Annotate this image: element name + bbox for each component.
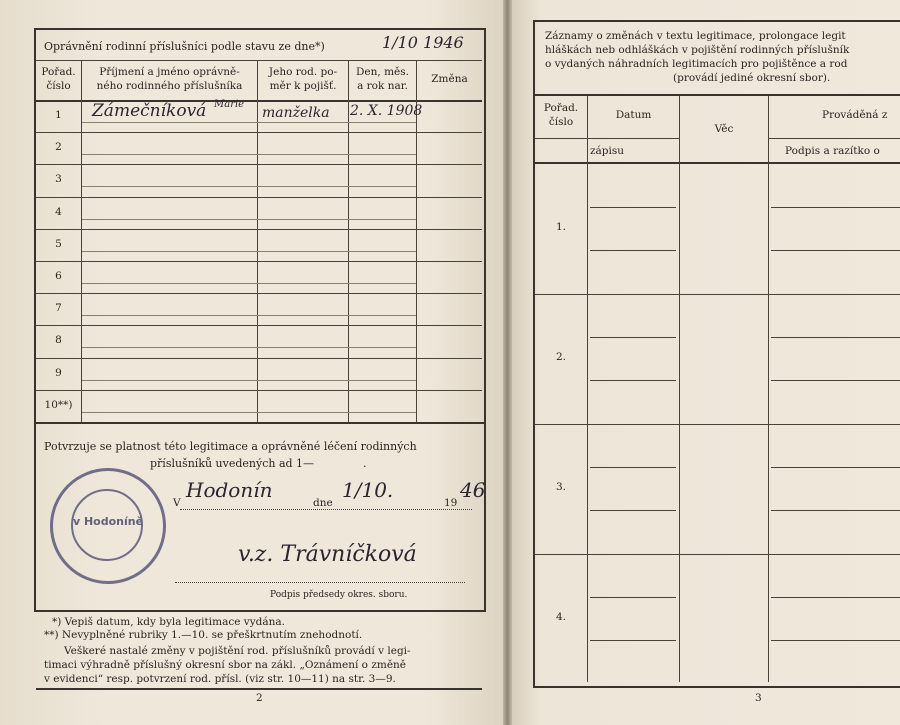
col-header-relation-2: měr k pojišť. xyxy=(269,80,337,92)
date-subline xyxy=(590,250,676,251)
row-subline xyxy=(82,380,416,381)
year-handwritten: 46 xyxy=(460,478,486,502)
page-number-right: 3 xyxy=(755,692,762,704)
row-number: 2 xyxy=(55,141,62,154)
member-birthdate: 2. X. 1908 xyxy=(350,103,423,119)
row-divider xyxy=(36,132,482,133)
signature-line xyxy=(175,582,465,583)
member-relation: manželka xyxy=(262,105,330,121)
row-divider xyxy=(535,424,900,425)
col-header-relation-1: Jeho rod. po- xyxy=(268,66,338,78)
signature-handwritten: v.z. Trávníčková xyxy=(238,542,417,567)
row-divider xyxy=(36,293,482,294)
row-subline xyxy=(82,412,416,413)
page-number-left: 2 xyxy=(256,692,263,704)
right-col-matter: Věc xyxy=(714,123,734,135)
col-header-number-2: číslo xyxy=(46,80,71,92)
confirmation-line-2: příslušníků uvedených ad 1— xyxy=(150,457,315,470)
place-handwritten: Hodonín xyxy=(186,478,273,502)
row-number: 7 xyxy=(55,302,62,315)
row-divider xyxy=(36,390,482,391)
footer-rule xyxy=(36,688,482,690)
col-header-number-1: Pořad. xyxy=(41,66,76,78)
row-number: 10**) xyxy=(44,398,73,411)
row-divider xyxy=(36,229,482,230)
col-line xyxy=(348,60,349,422)
footnote-2: **) Nevyplněné rubriky 1.—10. se přeškrtnutím znehodnotí. xyxy=(44,629,363,641)
row-divider xyxy=(36,164,482,165)
signature-subline xyxy=(771,467,900,468)
row-number: 2. xyxy=(555,351,567,363)
footnote-4: timaci výhradně příslušný okresní sbor na zákl. „Oznámení o změně xyxy=(44,659,407,671)
place-prefix: V xyxy=(173,497,181,509)
right-header-3: o vydaných náhradních legitimacích pro pojištěnce a rod xyxy=(545,58,848,70)
divider xyxy=(535,94,900,96)
row-subline xyxy=(82,186,416,187)
confirmation-line-2-end: . xyxy=(363,457,367,470)
row-number: 5 xyxy=(55,237,62,250)
office-stamp xyxy=(50,468,166,584)
date-label: dne xyxy=(313,497,333,509)
divider xyxy=(535,162,900,164)
date-subline xyxy=(590,510,676,511)
divider xyxy=(535,138,680,139)
row-divider xyxy=(36,197,482,198)
year-prefix: 19 xyxy=(444,497,458,509)
col-line xyxy=(81,60,82,422)
right-col-date-sub: zápisu xyxy=(589,145,625,157)
row-divider xyxy=(535,294,900,295)
right-col-date: Datum xyxy=(615,109,652,121)
right-header-4: (provádí jediné okresní sbor). xyxy=(673,72,831,84)
row-subline xyxy=(82,219,416,220)
row-number: 1. xyxy=(555,221,567,233)
col-line xyxy=(679,96,680,682)
col-line xyxy=(587,96,588,682)
row-number: 8 xyxy=(55,334,62,347)
row-subline xyxy=(82,251,416,252)
place-date-line xyxy=(180,509,472,510)
footnote-5: v evidenci“ resp. potvrzení rod. přísl. (viz str. 10—11) na str. 3—9. xyxy=(44,673,396,685)
right-col-number-2: číslo xyxy=(548,116,574,128)
date-subline xyxy=(590,337,676,338)
signature-subline xyxy=(771,640,900,641)
right-header-1: Záznamy o změnách v textu legitimace, prolongace legit xyxy=(545,30,846,42)
row-number: 3. xyxy=(555,481,567,493)
row-number: 4 xyxy=(55,205,62,218)
row-divider xyxy=(36,325,482,326)
row-divider xyxy=(36,358,482,359)
col-header-change: Změna xyxy=(431,73,468,85)
date-subline xyxy=(590,380,676,381)
date-subline xyxy=(590,207,676,208)
signature-subline xyxy=(771,250,900,251)
signature-subline xyxy=(771,207,900,208)
confirmation-line-1: Potvrzuje se platnost této legitimace a oprávněné léčení rodinných xyxy=(44,440,417,453)
divider xyxy=(769,138,900,139)
date-subline xyxy=(590,467,676,468)
row-number: 4. xyxy=(555,611,567,623)
row-number: 1 xyxy=(55,109,62,121)
row-divider xyxy=(36,261,482,262)
right-header-2: hláškách neb odhláškách v pojištění rodinných příslušník xyxy=(545,44,850,56)
col-header-birth-1: Den, měs. xyxy=(356,66,409,78)
signature-subline xyxy=(771,597,900,598)
signature-subline xyxy=(771,380,900,381)
book-gutter xyxy=(503,0,512,725)
row-subline xyxy=(82,283,416,284)
member-first-name: Marie xyxy=(214,99,245,110)
row-number: 9 xyxy=(55,366,62,379)
table-header-title: Oprávnění rodinní příslušníci podle stavu ze dne*) xyxy=(44,40,325,53)
row-number: 6 xyxy=(55,270,62,282)
row-number: 3 xyxy=(55,173,62,186)
member-name: Zámečníková xyxy=(92,101,207,121)
col-header-birth-2: a rok nar. xyxy=(357,80,408,92)
col-line xyxy=(257,60,258,422)
signature-subline xyxy=(771,510,900,511)
signature-label: Podpis předsedy okres. sboru. xyxy=(270,590,408,600)
col-line xyxy=(768,96,769,682)
footnote-3: Veškeré nastalé změny v pojištění rod. příslušníků provádí v legi- xyxy=(64,645,411,657)
right-col-executed: Prováděná z xyxy=(822,109,888,121)
row-subline xyxy=(82,315,416,316)
stamp-text: v Hodoníně xyxy=(72,515,144,528)
date-subline xyxy=(590,597,676,598)
row-subline xyxy=(82,122,416,123)
signature-subline xyxy=(771,337,900,338)
date-handwritten: 1/10. xyxy=(342,478,394,502)
right-col-signature: Podpis a razítko o xyxy=(785,145,880,157)
right-col-number-1: Pořad. xyxy=(543,102,579,114)
col-header-name-1: Příjmení a jméno oprávně- xyxy=(99,66,240,78)
header-date-handwritten: 1/10 1946 xyxy=(382,33,464,52)
col-header-name-2: ného rodinného příslušníka xyxy=(96,80,243,92)
row-divider xyxy=(535,554,900,555)
footnote-1: *) Vepiš datum, kdy byla legitimace vydána. xyxy=(52,616,285,628)
date-subline xyxy=(590,640,676,641)
row-subline xyxy=(82,347,416,348)
row-subline xyxy=(82,154,416,155)
